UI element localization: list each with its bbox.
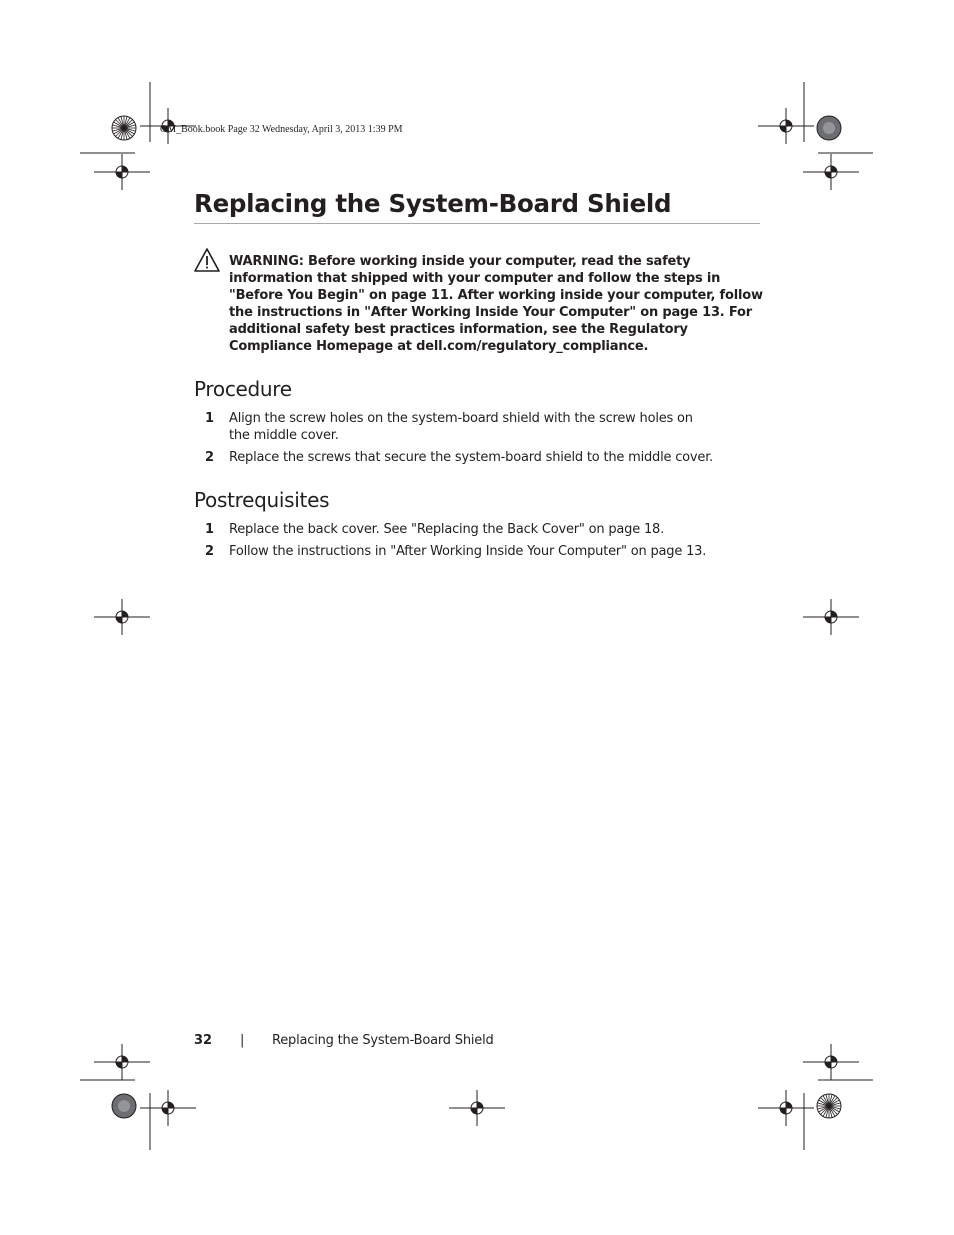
page-title: Replacing the System-Board Shield: [194, 189, 672, 218]
registration-dot: [817, 116, 841, 140]
list-item: [205, 449, 765, 466]
registration-starburst: [817, 1094, 841, 1118]
step-number: 1: [205, 522, 214, 537]
registration-starburst: [112, 116, 136, 140]
registration-target: [94, 599, 150, 635]
running-title: Replacing the System-Board Shield: [272, 1033, 494, 1048]
list-item: [205, 521, 765, 538]
registration-target: [758, 1090, 814, 1126]
registration-target: [140, 1090, 196, 1126]
registration-target: [449, 1090, 505, 1126]
print-slug: OM_Book.book Page 32 Wednesday, April 3, 2013 1:39 PM: [160, 124, 403, 135]
step-text: Align the screw holes on the system-board shield with the screw holes on the middle cover.: [229, 411, 693, 443]
registration-target: [94, 154, 150, 190]
step-number: 2: [205, 450, 214, 465]
registration-target: [758, 108, 814, 144]
step-text: Follow the instructions in "After Working Inside Your Computer" on page 13.: [229, 544, 707, 559]
registration-target: [803, 1044, 859, 1080]
registration-target: [803, 599, 859, 635]
page-number: 32: [194, 1033, 213, 1048]
step-number: 1: [205, 411, 214, 426]
step-number: 2: [205, 544, 214, 559]
title-underline: [194, 223, 760, 224]
procedure-steps: [205, 410, 765, 471]
procedure-heading: Procedure: [194, 377, 292, 401]
warning-text: WARNING: Before working inside your computer, read the safety information that shipped with your computer and follow the steps in "Before You Begin" on page 11. After working inside your computer, follow the instructions in "After Working Inside Your Computer" on page 13. For additional safety best practices information, see the Regulatory Compliance Homepage at dell.com/regulatory_compliance.: [229, 254, 763, 354]
registration-target: [803, 154, 859, 190]
footer-separator: |: [240, 1033, 245, 1048]
warning-triangle-icon: [193, 247, 221, 273]
registration-dot: [112, 1094, 136, 1118]
list-item: [205, 410, 765, 444]
step-text: Replace the screws that secure the system-board shield to the middle cover.: [229, 450, 714, 465]
postrequisites-steps: [205, 521, 765, 565]
list-item: [205, 543, 765, 560]
registration-target: [94, 1044, 150, 1080]
postrequisites-heading: Postrequisites: [194, 488, 330, 512]
step-text: Replace the back cover. See "Replacing the Back Cover" on page 18.: [229, 522, 665, 537]
